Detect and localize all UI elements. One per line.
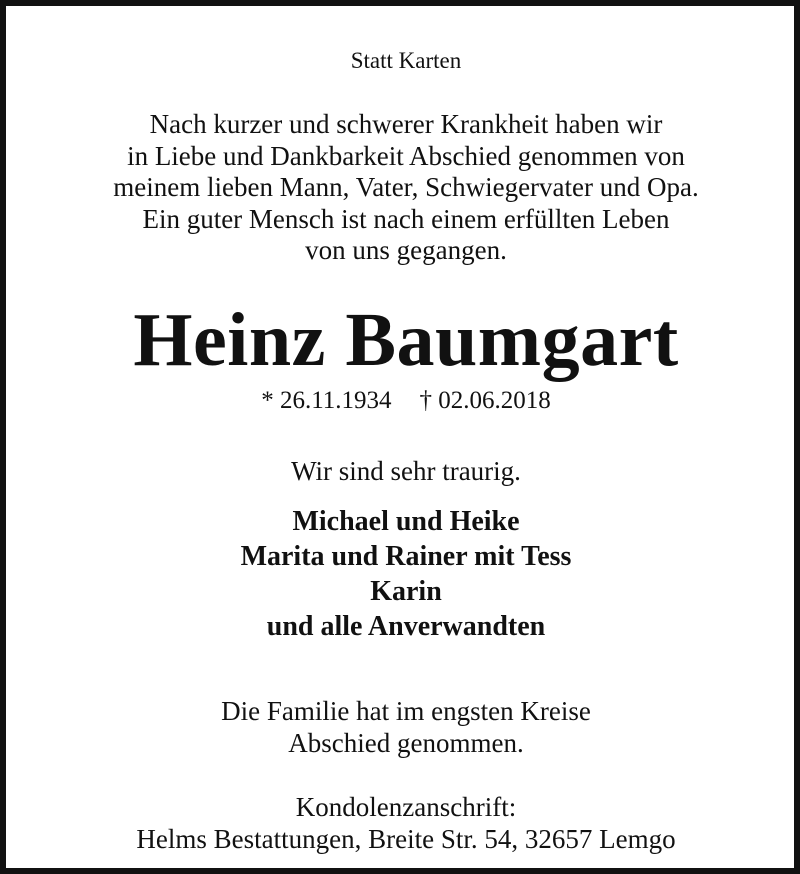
family-member: und alle Anverwandten	[266, 611, 546, 642]
farewell-line: Abschied genommen.	[288, 727, 524, 758]
condolence-address-line: Helms Bestattungen, Breite Str. 54, 32657 Lemgo	[136, 823, 676, 854]
family-member: Karin	[370, 576, 442, 607]
family-member: Marita und Rainer mit Tess	[240, 541, 572, 572]
death-date: † 02.06.2018	[419, 387, 551, 414]
family-member: Michael und Heike	[292, 506, 520, 537]
header-text: Statt Karten	[350, 48, 462, 73]
birth-date: * 26.11.1934	[261, 387, 392, 414]
intro-line: Ein guter Mensch ist nach einem erfüllten Leben	[142, 203, 670, 234]
life-dates	[6, 386, 800, 416]
condolence-label: Kondolenzanschrift:	[295, 792, 517, 822]
intro-line: in Liebe und Dankbarkeit Abschied genommen von	[127, 140, 685, 171]
intro-line: von uns gegangen.	[305, 235, 507, 265]
deceased-name: Heinz Baumgart	[133, 298, 679, 382]
intro-line: Nach kurzer und schwerer Krankheit haben wir	[149, 109, 663, 139]
sentiment-text: Wir sind sehr traurig.	[291, 456, 521, 486]
intro-line: meinem lieben Mann, Vater, Schwiegervater und Opa.	[113, 172, 699, 202]
farewell-line: Die Familie hat im engsten Kreise	[221, 696, 591, 726]
